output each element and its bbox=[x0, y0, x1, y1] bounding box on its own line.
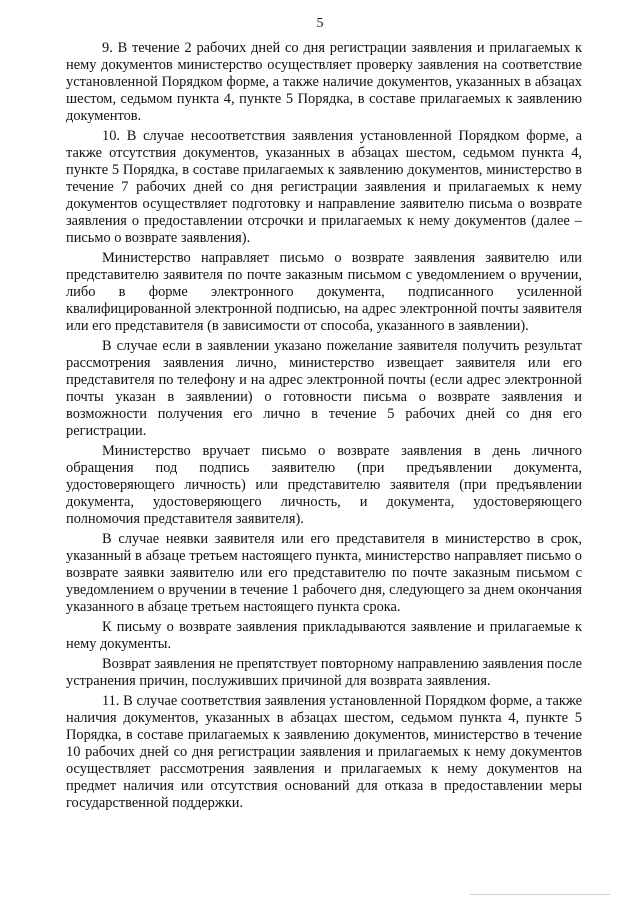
paragraph-11: 11. В случае соответствия заявления установленной Порядком форме, а также наличия документов, указанных в абзацах шестом, седьмом пункта 4, пункте 5 Порядка, в составе прилагаемых к заявлению документов, министерство в течение 10 рабочих дней со дня регистрации заявления и прилагаемых к нему документов осуществляет рассмотрения заявления и прилагаемых к нему документов на предмет наличия или отсутствия оснований для отказа в предоставлении меры государственной поддержки. bbox=[66, 693, 582, 811]
body-text bbox=[66, 40, 582, 815]
scan-edge-mark bbox=[470, 894, 610, 895]
paragraph-9: 9. В течение 2 рабочих дней со дня регистрации заявления и прилагаемых к нему документов министерство осуществляет проверку заявления на соответствие установленной Порядком форме, а также наличие документов, указанных в абзацах шестом, седьмом пункта 4, пункте 5 Порядка, в составе прилагаемых к заявлению документов. bbox=[66, 40, 582, 124]
paragraph-personal-receipt-notice: В случае если в заявлении указано пожелание заявителя получить результат рассмотрения заявления лично, министерство извещает заявителя или его представителя по телефону и на адрес электронной почты (если адрес электронной почты указан в заявлении) о готовности письма о возврате заявления и возможности получения его лично в течение 5 рабочих дней со дня его регистрации. bbox=[66, 338, 582, 439]
paragraph-no-show: В случае неявки заявителя или его представителя в министерство в срок, указанный в абзаце третьем настоящего пункта, министерство направляет письмо о возврате заявки заявителю или его представителю по почте заказным письмом с уведомлением о вручении в течение 1 рабочего дня, следующего за днем окончания указанного в абзаце третьем настоящего пункта срока. bbox=[66, 531, 582, 615]
paragraph-10: 10. В случае несоответствия заявления установленной Порядком форме, а также отсутствия документов, указанных в абзацах шестом, седьмом пункта 4, пункте 5 Порядка, в составе прилагаемых к заявлению документов, министерство в течение 7 рабочих дней со дня регистрации заявления и прилагаемых к нему документов осуществляет подготовку и направление заявителю письма о возврате заявления о предоставлении отсрочки и прилагаемых к нему документов (далее – письмо о возврате заявления). bbox=[66, 128, 582, 246]
paragraph-attachments: К письму о возврате заявления прикладываются заявление и прилагаемые к нему документы. bbox=[66, 619, 582, 652]
paragraph-resubmission: Возврат заявления не препятствует повторному направлению заявления после устранения причин, послуживших причиной для возврата заявления. bbox=[66, 656, 583, 689]
paragraph-sending-letter: Министерство направляет письмо о возврате заявления заявителю или представителю заявителя по почте заказным письмом с уведомлением о вручении, либо в форме электронного документа, подписанного усиленной квалифицированной электронной подписью, на адрес электронной почты заявителя или его представителя (в зависимости от способа, указанного в заявлении). bbox=[66, 250, 582, 334]
paragraph-handing-letter: Министерство вручает письмо о возврате заявления в день личного обращения под подпись заявителю (при предъявлении документа, удостоверяющего личность) или представителю заявителя (при предъявлении документа, удостоверяющего личность, и документа, удостоверяющего полномочия представителя заявителя). bbox=[66, 443, 582, 527]
page-number: 5 bbox=[316, 16, 324, 31]
